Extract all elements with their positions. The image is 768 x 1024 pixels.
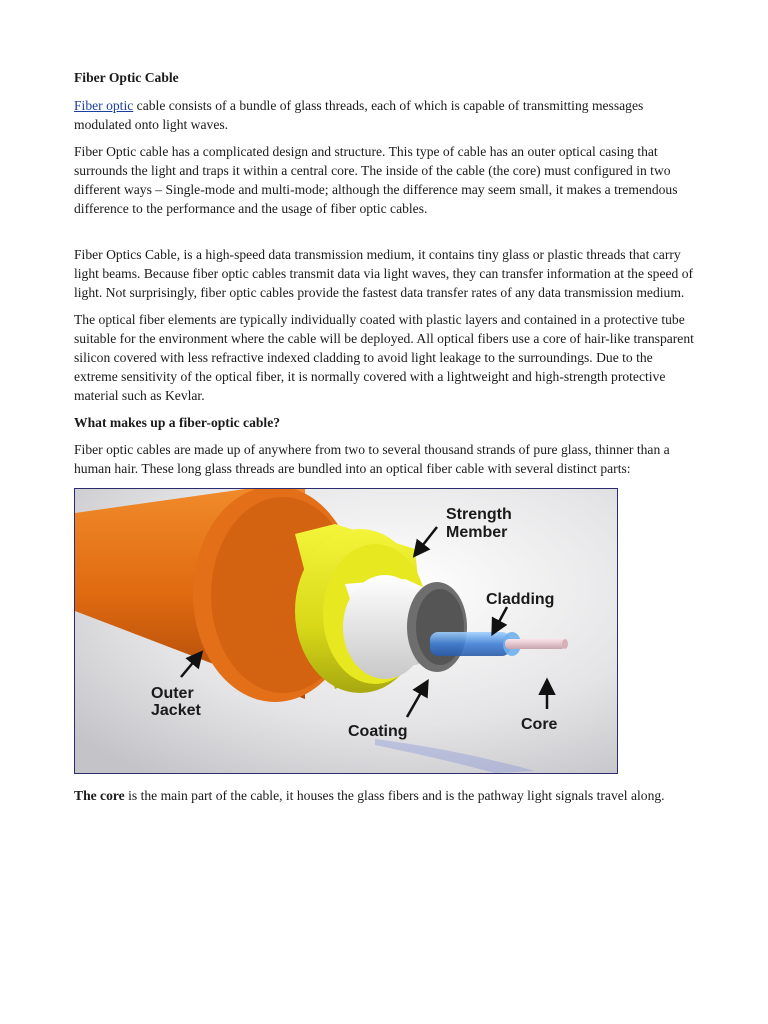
core-term: The core (74, 788, 125, 803)
document-title: Fiber Optic Cable (74, 70, 179, 85)
paragraph-intro-text: cable consists of a bundle of glass threads, each of which is capable of transmitting messages modulated onto light waves. (74, 98, 644, 132)
fiber-cable-diagram (74, 488, 618, 774)
fiber-cable-illustration (75, 489, 617, 773)
outer-jacket-label-line2: Jacket (151, 702, 201, 719)
paragraph-elements: The optical fiber elements are typically individually coated with plastic layers and contained in a protective tube suitable for the environment where the cable will be deployed. All optical fibers use a core of hair-like transparent silicon covered with less refractive indexed cladding to avoid light leakage to the surroundings. Due to the extreme sensitivity of the optical fiber, it is normally covered with a lightweight and high-strength protective material such as Kevlar. (74, 312, 694, 403)
blank-line (74, 226, 696, 245)
core-layer (505, 639, 568, 649)
strength-label-line1: Strength (446, 506, 512, 523)
paragraph-intro (74, 96, 696, 134)
paragraph-medium: Fiber Optics Cable, is a high-speed data transmission medium, it contains tiny glass or plastic threads that carry light beams. Because fiber optic cables transmit data via light waves, they can transfer information at the speed of light. Not surprisingly, fiber optic cables provide the fastest data transfer rates of any data transmission medium. (74, 247, 694, 300)
document-page (74, 64, 696, 813)
paragraph-parts: Fiber optic cables are made up of anywhere from two to several thousand strands of pure glass, thinner than a human hair. These long glass threads are bundled into an optical fiber cable with several distinct parts: (74, 442, 670, 476)
outer-jacket-label-line1: Outer (151, 685, 194, 702)
core-label: Core (521, 716, 558, 733)
fiber-optic-link[interactable]: Fiber optic (74, 98, 134, 113)
coating-layer (343, 575, 467, 679)
paragraph-core-text: is the main part of the cable, it houses the glass fibers and is the pathway light signals travel along. (124, 788, 665, 803)
section-heading: What makes up a fiber-optic cable? (74, 415, 281, 430)
coating-label: Coating (348, 723, 408, 740)
cladding-label: Cladding (486, 591, 555, 608)
paragraph-design: Fiber Optic cable has a complicated design and structure. This type of cable has an outer optical casing that surrounds the light and traps it within a central core. The inside of the cable (the core) must configured in two different ways – Single-mode and multi-mode; although the difference may seem small, it makes a tremendous difference to the performance and the usage of fiber optic cables. (74, 144, 678, 216)
strength-label-line2: Member (446, 524, 508, 541)
paragraph-core (74, 786, 696, 805)
